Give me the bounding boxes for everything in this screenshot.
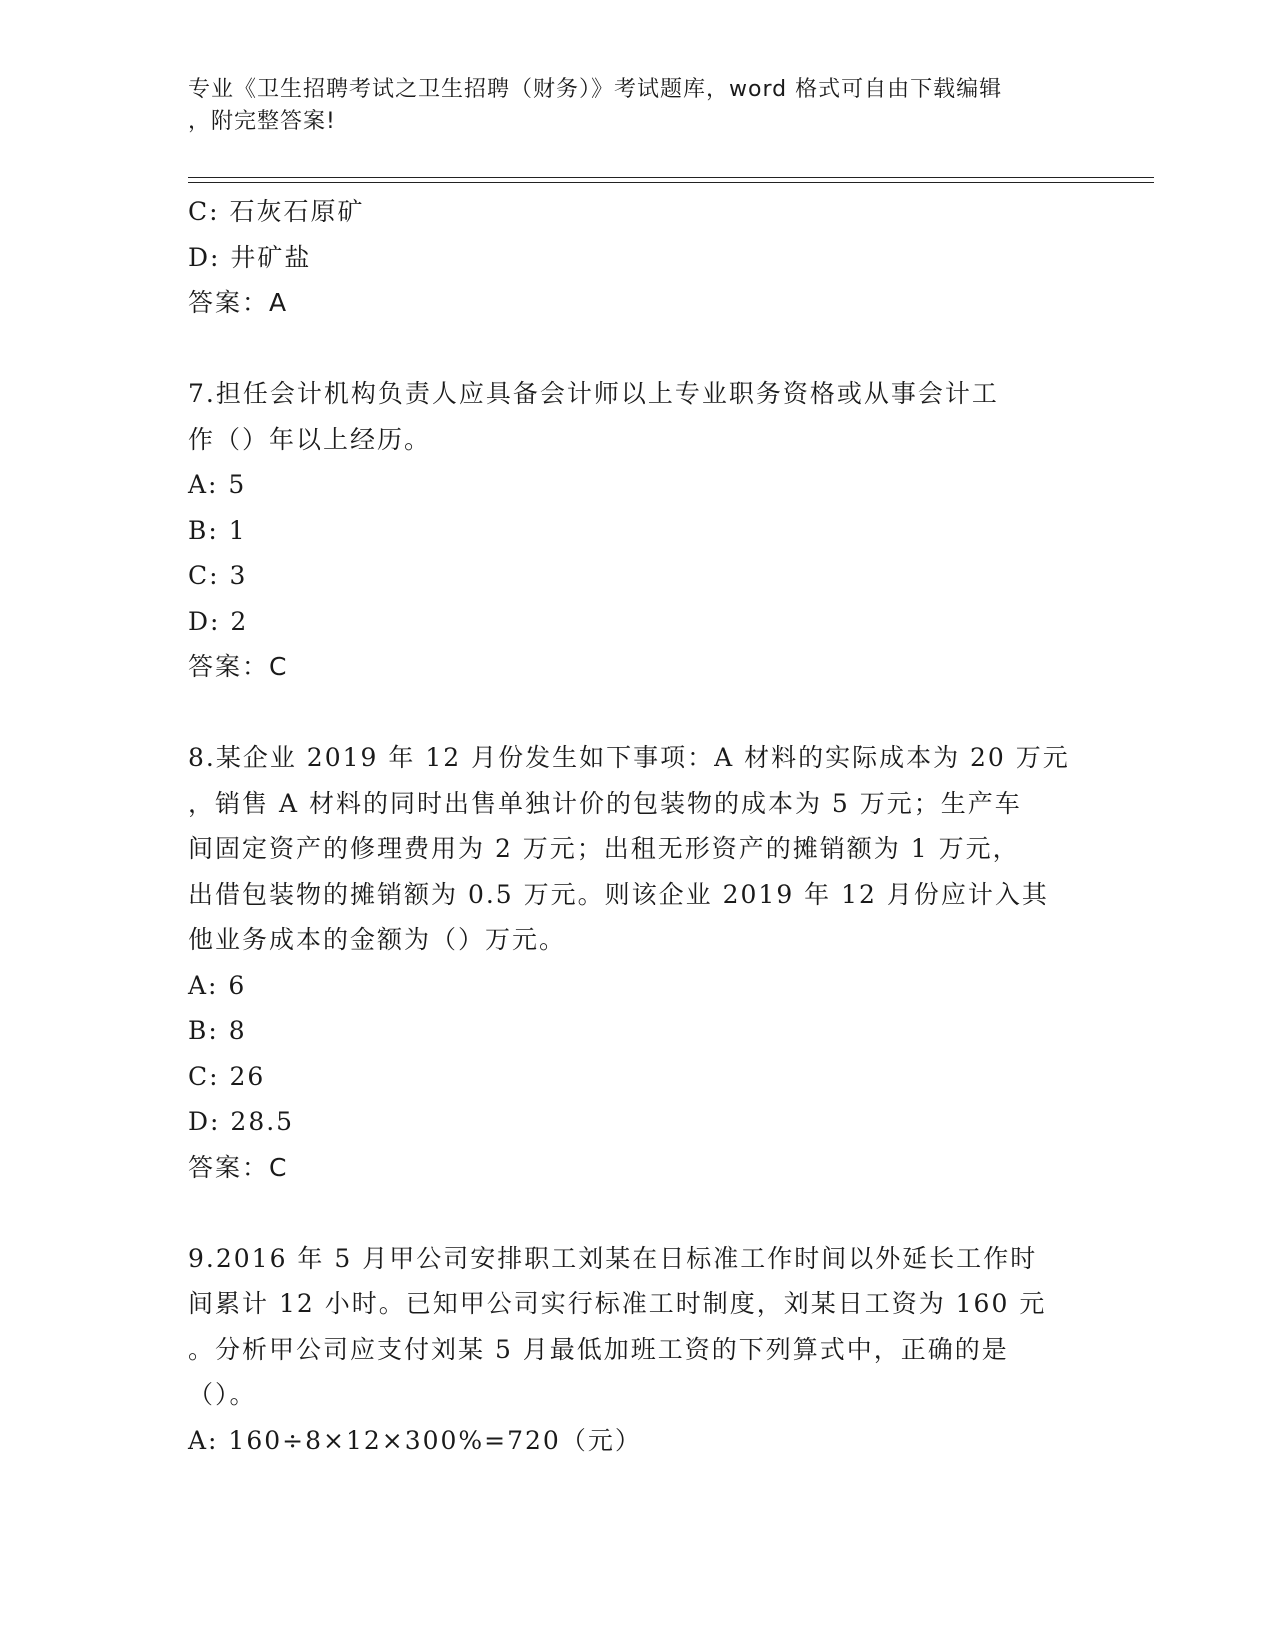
- question-stem: 。分析甲公司应支付刘某 5 月最低加班工资的下列算式中，正确的是: [188, 1334, 1009, 1364]
- question-stem: 他业务成本的金额为（）万元。: [188, 925, 567, 954]
- answer-label: 答案：C: [188, 1152, 289, 1182]
- spacer: [188, 326, 1068, 372]
- question-stem: 作（）年以上经历。: [188, 424, 432, 454]
- question-stem: 出借包装物的摊销额为 0.5 万元。则该企业 2019 年 12 月份应计入其: [188, 879, 1049, 909]
- question-6-block: [188, 189, 1068, 326]
- spacer: [188, 1190, 1068, 1236]
- question-stem: 8.某企业 2019 年 12 月份发生如下事项：A 材料的实际成本为 20 万元: [188, 743, 1070, 772]
- answer-label: 答案：C: [188, 652, 289, 681]
- option-a: A: 6: [188, 970, 247, 1000]
- option-c: C: 石灰石原矿: [188, 197, 365, 226]
- option-a: A: 160÷8×12×300%=720（元）: [188, 1425, 642, 1455]
- question-list: [188, 189, 1068, 1463]
- question-stem: 7.担任会计机构负责人应具备会计师以上专业职务资格或从事会计工: [188, 379, 999, 408]
- option-b: B: 8: [188, 1016, 247, 1045]
- header-rule-top: [188, 177, 1154, 178]
- question-stem: 9.2016 年 5 月甲公司安排职工刘某在日标准工作时间以外延长工作时: [188, 1243, 1038, 1273]
- question-9-block: [188, 1236, 1068, 1464]
- option-c: C: 3: [188, 561, 248, 590]
- question-8-block: [188, 735, 1068, 1190]
- document-header: [188, 74, 1068, 138]
- option-d: D: 2: [188, 606, 249, 636]
- answer-label: 答案：A: [188, 288, 289, 317]
- header-line-2: ，附完整答案!: [188, 109, 336, 134]
- header-rule-bottom: [188, 182, 1154, 183]
- question-stem: ，销售 A 材料的同时出售单独计价的包装物的成本为 5 万元；生产车: [188, 788, 1022, 818]
- option-c: C: 26: [188, 1061, 266, 1091]
- option-d: D: 井矿盐: [188, 242, 312, 272]
- question-stem: 间累计 12 小时。已知甲公司实行标准工时制度，刘某日工资为 160 元: [188, 1289, 1047, 1318]
- question-7-block: [188, 371, 1068, 690]
- spacer: [188, 690, 1068, 736]
- question-stem: （）。: [188, 1380, 257, 1409]
- option-a: A: 5: [188, 470, 247, 499]
- option-b: B: 1: [188, 515, 247, 545]
- option-d: D: 28.5: [188, 1107, 295, 1136]
- question-stem: 间固定资产的修理费用为 2 万元；出租无形资产的摊销额为 1 万元，: [188, 834, 1020, 863]
- header-line-1: 专业《卫生招聘考试之卫生招聘（财务）》考试题库，word 格式可自由下载编辑: [188, 77, 1003, 102]
